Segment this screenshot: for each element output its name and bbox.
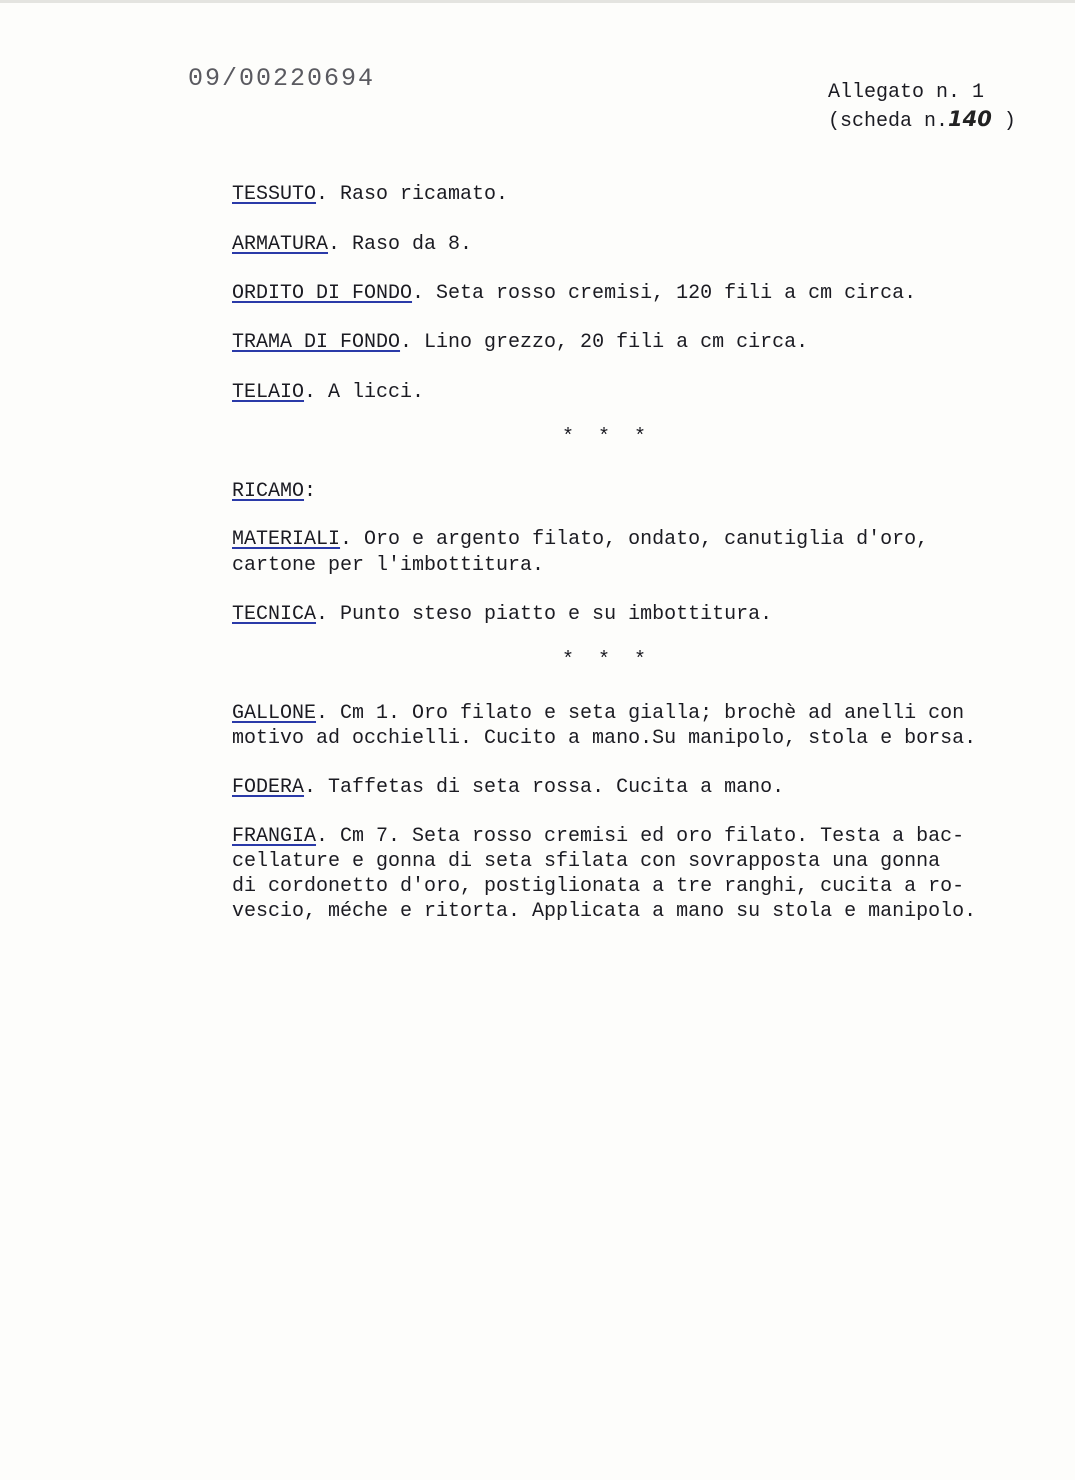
armatura-label: ARMATURA xyxy=(232,233,329,256)
scheda-line xyxy=(828,106,1016,135)
telaio-line xyxy=(232,380,424,405)
telaio-label: TELAIO xyxy=(232,381,305,404)
ordito-text: . Seta rosso cremisi, 120 fili a cm circa. xyxy=(412,282,917,305)
allegato-block xyxy=(828,80,1016,135)
fodera-text: . Taffetas di seta rossa. Cucita a mano. xyxy=(304,776,785,799)
allegato-label: Allegato n. 1 xyxy=(828,81,985,104)
tessuto-text: . Raso ricamato. xyxy=(316,183,509,206)
gallone-line xyxy=(232,701,964,726)
archive-code: 09/00220694 xyxy=(188,64,376,93)
frangia-line-4: vescio, méche e ritorta. Applicata a mano su stola e manipolo. xyxy=(232,900,977,923)
frangia-label: FRANGIA xyxy=(232,825,317,848)
separator-stars: * * * xyxy=(562,426,653,449)
tessuto-line xyxy=(232,182,508,207)
frangia-text: . Cm 7. Seta rosso cremisi ed oro filato. Testa a bac- xyxy=(316,825,965,848)
gallone-line-2: motivo ad occhielli. Cucito a mano.Su manipolo, stola e borsa. xyxy=(232,727,977,750)
telaio-text: . A licci. xyxy=(304,381,425,404)
fodera-line xyxy=(232,775,784,800)
ricamo-label: RICAMO xyxy=(232,480,305,503)
frangia-line-2: cellature e gonna di seta sfilata con sovrapposta una gonna xyxy=(232,850,941,873)
armatura-text: . Raso da 8. xyxy=(328,233,473,256)
materiali-line xyxy=(232,527,928,552)
trama-line xyxy=(232,330,808,355)
materiali-text: . Oro e argento filato, ondato, canutiglia d'oro, xyxy=(340,528,929,551)
ricamo-line xyxy=(232,479,316,504)
tecnica-label: TECNICA xyxy=(232,603,317,626)
scheda-suffix: ) xyxy=(1003,110,1016,133)
scheda-prefix: (scheda n. xyxy=(828,110,949,133)
separator-stars: * * * xyxy=(562,649,653,672)
frangia-line-3: di cordonetto d'oro, postiglionata a tre ranghi, cucita a ro- xyxy=(232,875,965,898)
tecnica-text: . Punto steso piatto e su imbottitura. xyxy=(316,603,773,626)
gallone-text: . Cm 1. Oro filato e seta gialla; brochè ad anelli con xyxy=(316,702,965,725)
fodera-label: FODERA xyxy=(232,776,305,799)
frangia-line xyxy=(232,824,964,849)
tecnica-line xyxy=(232,602,772,627)
materiali-line-2: cartone per l'imbottitura. xyxy=(232,554,545,577)
tessuto-label: TESSUTO xyxy=(232,183,317,206)
materiali-label: MATERIALI xyxy=(232,528,341,551)
trama-label: TRAMA DI FONDO xyxy=(232,331,401,354)
ricamo-text: : xyxy=(304,480,317,503)
trama-text: . Lino grezzo, 20 fili a cm circa. xyxy=(400,331,809,354)
scheda-number: 140 xyxy=(948,107,992,131)
gallone-label: GALLONE xyxy=(232,702,317,725)
ordito-line xyxy=(232,281,916,306)
ordito-label: ORDITO DI FONDO xyxy=(232,282,413,305)
armatura-line xyxy=(232,232,472,257)
